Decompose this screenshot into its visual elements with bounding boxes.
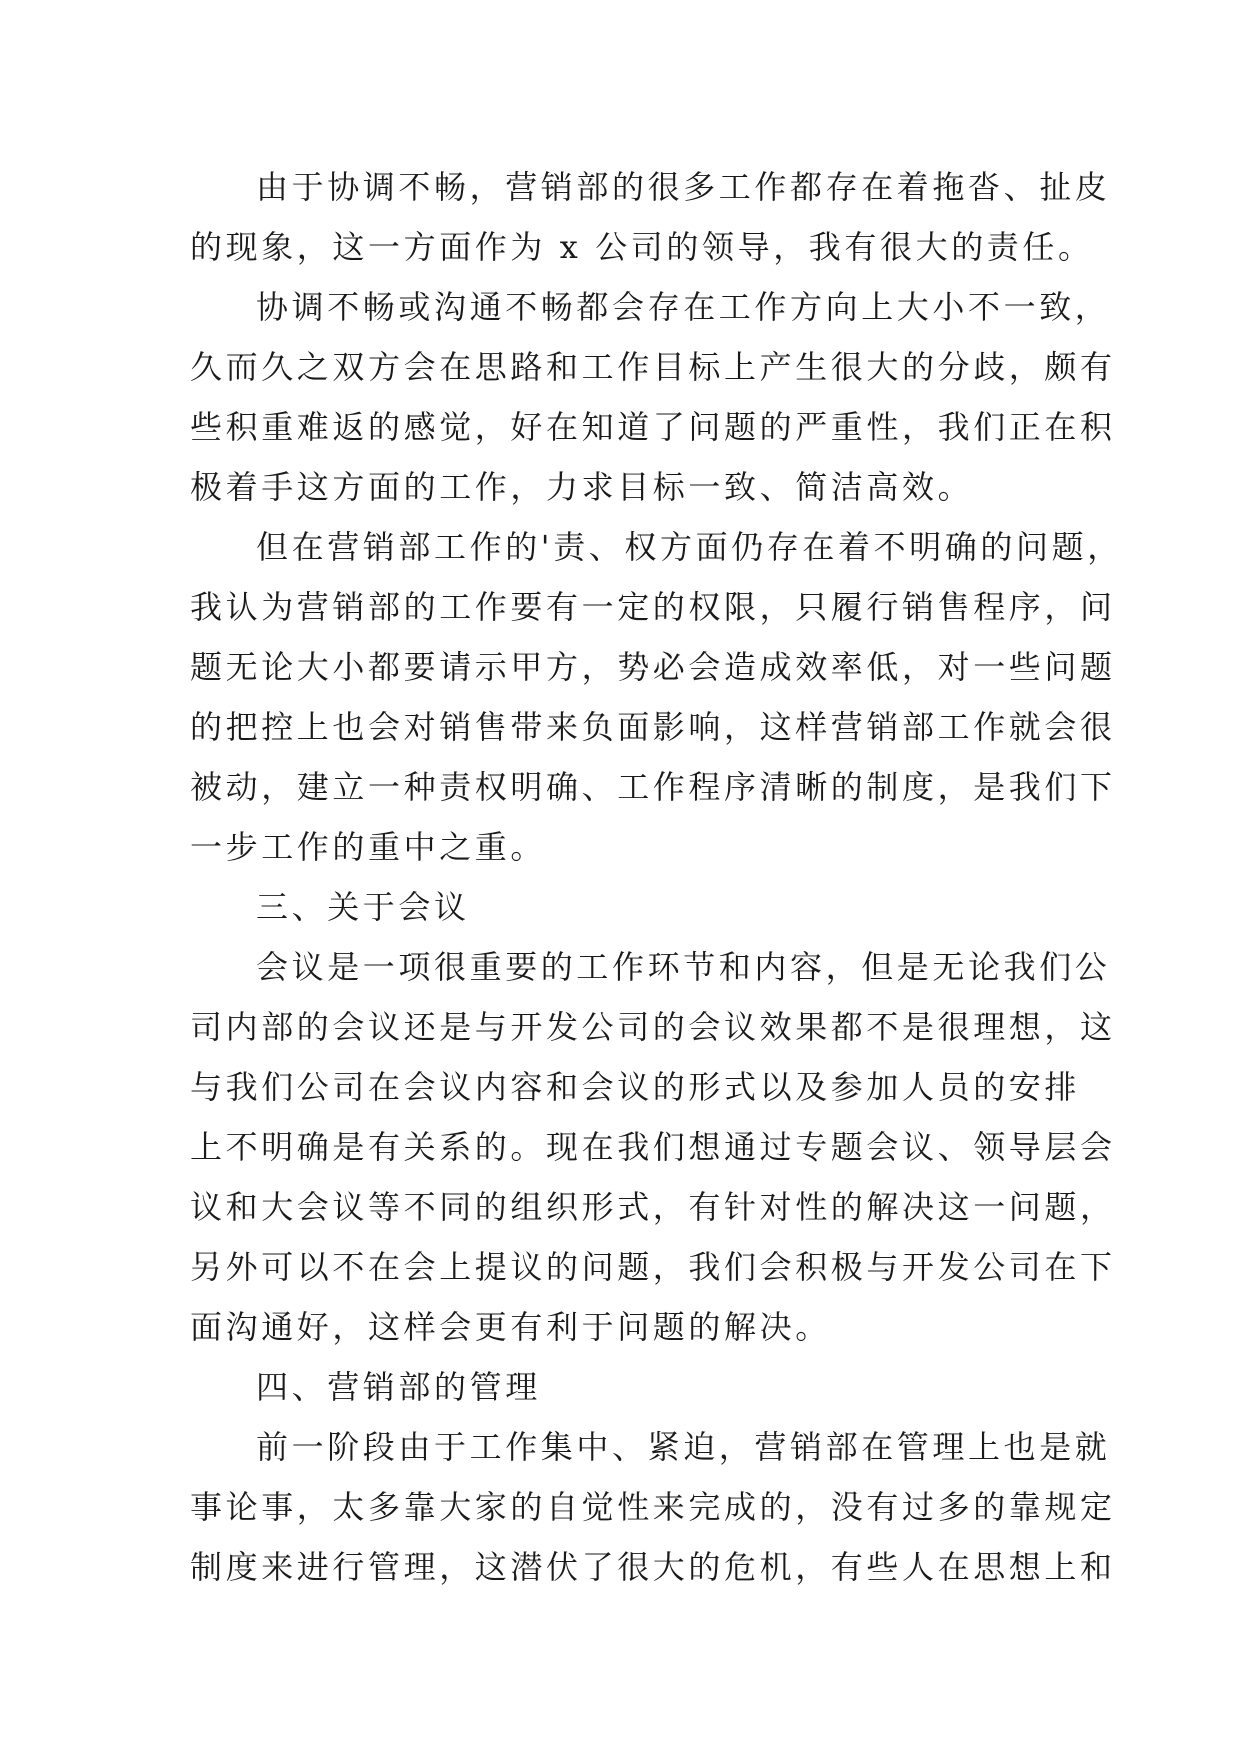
document-body <box>190 157 1123 1597</box>
paragraph <box>190 517 1123 877</box>
paragraph <box>190 157 1111 277</box>
text-line: 一步工作的重中之重。 <box>190 828 547 866</box>
text-line: 协调不畅或沟通不畅都会存在工作方向上大小不一致， <box>256 288 1111 326</box>
text-line: 的把控上也会对销售带来负面影响，这样营销部工作就会很 <box>190 708 1116 746</box>
section-heading <box>190 877 1065 937</box>
paragraph <box>190 277 1116 517</box>
text-line: 题无论大小都要请示甲方，势必会造成效率低，对一些问题 <box>190 648 1116 686</box>
text-line: 但在营销部工作的'责、权方面仍存在着不明确的问题， <box>256 528 1123 566</box>
text-line: 制度来进行管理，这潜伏了很大的危机，有些人在思想上和 <box>190 1548 1116 1586</box>
text-line: 我认为营销部的工作要有一定的权限，只履行销售程序，问 <box>190 588 1116 626</box>
text-line: 另外可以不在会上提议的问题，我们会积极与开发公司在下 <box>190 1248 1116 1286</box>
text-line: 被动，建立一种责权明确、工作程序清晰的制度，是我们下 <box>190 768 1116 806</box>
text-line: 极着手这方面的工作，力求目标一致、简洁高效。 <box>190 468 974 506</box>
text-line: 上不明确是有关系的。现在我们想通过专题会议、领导层会 <box>190 1128 1116 1166</box>
section-heading-text: 三、关于会议 <box>256 888 470 926</box>
section-heading <box>190 1357 1065 1417</box>
text-line: 面沟通好，这样会更有利于问题的解决。 <box>190 1308 831 1346</box>
section-heading-text: 四、营销部的管理 <box>256 1368 541 1406</box>
text-line: 与我们公司在会议内容和会议的形式以及参加人员的安排 <box>190 1068 1081 1106</box>
text-line: 会议是一项很重要的工作环节和内容，但是无论我们公 <box>256 948 1111 986</box>
text-line: 些积重难返的感觉，好在知道了问题的严重性，我们正在积 <box>190 408 1116 446</box>
paragraph <box>190 1417 1116 1597</box>
text-line: 久而久之双方会在思路和工作目标上产生很大的分歧，颇有 <box>190 348 1116 386</box>
text-line: 由于协调不畅，营销部的很多工作都存在着拖沓、扯皮 <box>256 168 1111 206</box>
text-line: 前一阶段由于工作集中、紧迫，营销部在管理上也是就 <box>256 1428 1111 1466</box>
text-line: 事论事，太多靠大家的自觉性来完成的，没有过多的靠规定 <box>190 1488 1116 1526</box>
paragraph <box>190 937 1116 1357</box>
text-line: 议和大会议等不同的组织形式，有针对性的解决这一问题， <box>190 1188 1116 1226</box>
text-line: 的现象，这一方面作为 x 公司的领导，我有很大的责任。 <box>190 228 1094 266</box>
text-line: 司内部的会议还是与开发公司的会议效果都不是很理想，这 <box>190 1008 1116 1046</box>
